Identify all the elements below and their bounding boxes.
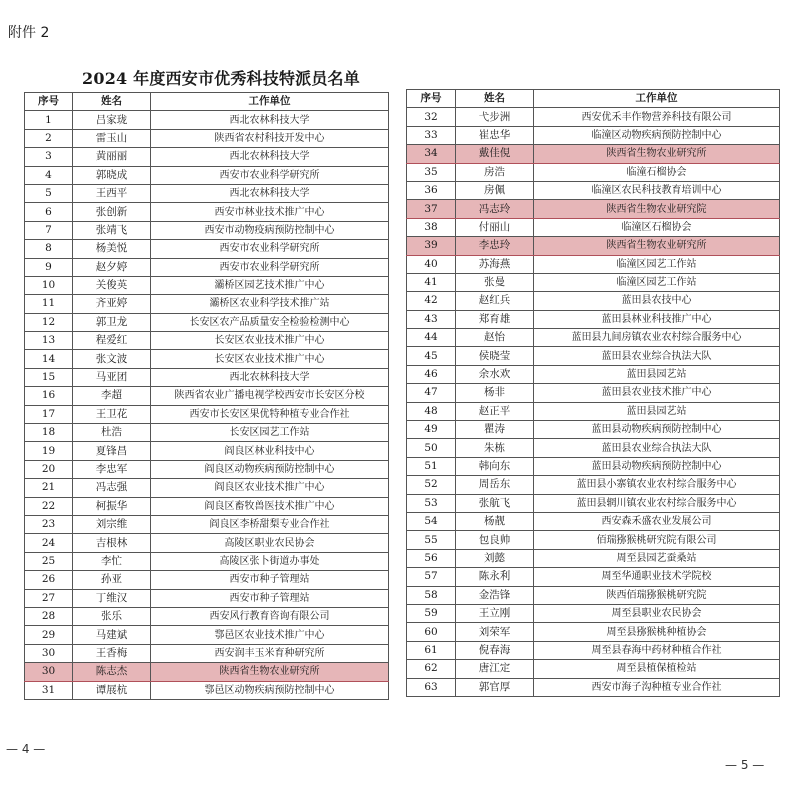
table-row [407, 273, 780, 291]
table-row-highlighted [407, 200, 780, 218]
table-row [407, 476, 780, 494]
cell-no: 40 [407, 255, 456, 273]
table-row [407, 402, 780, 420]
cell-unit: 西安市种子管理站 [151, 571, 389, 589]
page-number-right: — 5 — [725, 758, 765, 772]
table-row [407, 623, 780, 641]
cell-no: 58 [407, 586, 456, 604]
cell-name: 黄丽丽 [73, 148, 151, 166]
cell-no: 50 [407, 439, 456, 457]
cell-no: 27 [25, 589, 73, 607]
cell-name: 王卫花 [73, 405, 151, 423]
cell-no: 33 [407, 126, 456, 144]
cell-name: 马建斌 [73, 626, 151, 644]
cell-name: 李忠军 [73, 460, 151, 478]
cell-name: 倪春海 [456, 641, 534, 659]
roster-table-right [406, 89, 780, 697]
cell-unit: 西安森禾盛农业发展公司 [534, 512, 780, 530]
cell-unit: 蓝田县农业综合执法大队 [534, 439, 780, 457]
cell-name: 崔忠华 [456, 126, 534, 144]
cell-unit: 西安市动物疫病预防控制中心 [151, 221, 389, 239]
table-row [407, 255, 780, 273]
cell-unit: 西北农林科技大学 [151, 148, 389, 166]
cell-no: 35 [407, 163, 456, 181]
table-row [407, 568, 780, 586]
cell-no: 43 [407, 310, 456, 328]
cell-no: 10 [25, 276, 73, 294]
table-row [25, 460, 389, 478]
cell-name: 孙亚 [73, 571, 151, 589]
cell-name: 周岳东 [456, 476, 534, 494]
cell-no: 8 [25, 240, 73, 258]
table-row [25, 534, 389, 552]
cell-no: 24 [25, 534, 73, 552]
cell-name: 陈志杰 [73, 663, 151, 681]
cell-unit: 蓝田县九间房镇农业农村综合服务中心 [534, 329, 780, 347]
cell-name: 雷玉山 [73, 129, 151, 147]
table-row [25, 203, 389, 221]
cell-no: 12 [25, 313, 73, 331]
cell-unit: 西北农林科技大学 [151, 111, 389, 129]
cell-unit: 临潼区动物疾病预防控制中心 [534, 126, 780, 144]
cell-name: 张曼 [456, 273, 534, 291]
cell-unit: 蓝田县园艺站 [534, 402, 780, 420]
header-unit: 工作单位 [151, 93, 389, 111]
table-row [407, 660, 780, 678]
table-header-row [25, 93, 389, 111]
cell-no: 34 [407, 145, 456, 163]
cell-name: 张文波 [73, 350, 151, 368]
cell-no: 15 [25, 368, 73, 386]
table-row [25, 571, 389, 589]
cell-no: 17 [25, 405, 73, 423]
cell-no: 23 [25, 515, 73, 533]
cell-name: 刘懿 [456, 549, 534, 567]
cell-unit: 周至县园艺蚕桑站 [534, 549, 780, 567]
cell-no: 46 [407, 365, 456, 383]
table-row [25, 221, 389, 239]
cell-no: 61 [407, 641, 456, 659]
cell-name: 余水欢 [456, 365, 534, 383]
cell-name: 张创新 [73, 203, 151, 221]
cell-unit: 西安市种子管理站 [151, 589, 389, 607]
cell-name: 程爱红 [73, 332, 151, 350]
cell-name: 张靖飞 [73, 221, 151, 239]
cell-no: 31 [25, 681, 73, 699]
cell-unit: 长安区农产品质量安全检验检测中心 [151, 313, 389, 331]
cell-no: 25 [25, 552, 73, 570]
table-row [25, 111, 389, 129]
cell-unit: 西安市林业技术推广中心 [151, 203, 389, 221]
cell-no: 1 [25, 111, 73, 129]
table-row [407, 586, 780, 604]
cell-unit: 蓝田县农业综合执法大队 [534, 347, 780, 365]
cell-no: 57 [407, 568, 456, 586]
header-no: 序号 [407, 90, 456, 108]
cell-name: 李超 [73, 387, 151, 405]
cell-name: 戴佳俔 [456, 145, 534, 163]
cell-unit: 高陵区张卜街道办事处 [151, 552, 389, 570]
cell-name: 刘宗维 [73, 515, 151, 533]
table-row [407, 181, 780, 199]
cell-unit: 西安市长安区果优特种植专业合作社 [151, 405, 389, 423]
cell-name: 侯晓莹 [456, 347, 534, 365]
table-row [25, 276, 389, 294]
cell-name: 杨美悦 [73, 240, 151, 258]
cell-no: 42 [407, 292, 456, 310]
cell-name: 朱栋 [456, 439, 534, 457]
cell-unit: 高陵区职业农民协会 [151, 534, 389, 552]
cell-no: 53 [407, 494, 456, 512]
cell-no: 49 [407, 421, 456, 439]
cell-name: 金浩锋 [456, 586, 534, 604]
roster-table-left [24, 92, 389, 700]
cell-unit: 蓝田县动物疾病预防控制中心 [534, 457, 780, 475]
cell-unit: 临潼石榴协会 [534, 163, 780, 181]
table-row [25, 184, 389, 202]
cell-name: 马亚团 [73, 368, 151, 386]
cell-name: 刘荣军 [456, 623, 534, 641]
cell-unit: 西北农林科技大学 [151, 184, 389, 202]
cell-unit: 陕西省生物农业研究所 [534, 145, 780, 163]
table-row [407, 494, 780, 512]
cell-name: 王西平 [73, 184, 151, 202]
table-row [25, 313, 389, 331]
table-row [407, 347, 780, 365]
cell-name: 杨靓 [456, 512, 534, 530]
cell-no: 3 [25, 148, 73, 166]
cell-no: 7 [25, 221, 73, 239]
table-row [25, 332, 389, 350]
table-row [407, 531, 780, 549]
table-row [25, 552, 389, 570]
cell-no: 9 [25, 258, 73, 276]
cell-name: 韩向东 [456, 457, 534, 475]
cell-no: 5 [25, 184, 73, 202]
cell-no: 60 [407, 623, 456, 641]
table-row [25, 387, 389, 405]
cell-no: 37 [407, 200, 456, 218]
cell-no: 39 [407, 237, 456, 255]
cell-unit: 阎良区林业科技中心 [151, 442, 389, 460]
cell-no: 45 [407, 347, 456, 365]
table-row [407, 126, 780, 144]
cell-name: 房浩 [456, 163, 534, 181]
cell-no: 52 [407, 476, 456, 494]
cell-unit: 临潼区园艺工作站 [534, 273, 780, 291]
cell-no: 63 [407, 678, 456, 696]
annex-label: 附件 2 [8, 25, 50, 41]
table-row [25, 368, 389, 386]
cell-no: 36 [407, 181, 456, 199]
table-row [407, 678, 780, 696]
header-no: 序号 [25, 93, 73, 111]
cell-unit: 西安市农业科学研究所 [151, 240, 389, 258]
cell-no: 11 [25, 295, 73, 313]
cell-no: 4 [25, 166, 73, 184]
cell-name: 郑育雄 [456, 310, 534, 328]
cell-name: 弋步洲 [456, 108, 534, 126]
cell-name: 夏锋昌 [73, 442, 151, 460]
cell-unit: 蓝田县小寨镇农业农村综合服务中心 [534, 476, 780, 494]
cell-unit: 西安市海子沟种植专业合作社 [534, 678, 780, 696]
cell-name: 郭晓成 [73, 166, 151, 184]
table-row [25, 258, 389, 276]
cell-unit: 蓝田县林业科技推广中心 [534, 310, 780, 328]
cell-name: 李忙 [73, 552, 151, 570]
cell-no: 41 [407, 273, 456, 291]
cell-unit: 阎良区农业技术推广中心 [151, 479, 389, 497]
cell-name: 郭卫龙 [73, 313, 151, 331]
cell-name: 李忠玲 [456, 237, 534, 255]
cell-name: 丁维汉 [73, 589, 151, 607]
cell-name: 杜浩 [73, 424, 151, 442]
cell-no: 20 [25, 460, 73, 478]
table-row [25, 497, 389, 515]
table-row [25, 442, 389, 460]
table-row [407, 292, 780, 310]
table-row [407, 549, 780, 567]
cell-no: 30 [25, 663, 73, 681]
cell-no: 59 [407, 604, 456, 622]
cell-unit: 蓝田县农业技术推广中心 [534, 384, 780, 402]
table-row-highlighted [25, 663, 389, 681]
cell-no: 13 [25, 332, 73, 350]
cell-unit: 鄠邑区动物疾病预防控制中心 [151, 681, 389, 699]
table-row [407, 457, 780, 475]
cell-name: 赵夕婷 [73, 258, 151, 276]
cell-name: 齐亚婷 [73, 295, 151, 313]
cell-name: 瞿涛 [456, 421, 534, 439]
cell-no: 51 [407, 457, 456, 475]
cell-no: 32 [407, 108, 456, 126]
cell-no: 6 [25, 203, 73, 221]
table-row [25, 148, 389, 166]
cell-name: 谭展杭 [73, 681, 151, 699]
table-row [25, 626, 389, 644]
cell-unit: 西安市农业科学研究所 [151, 258, 389, 276]
table-row [407, 512, 780, 530]
cell-no: 2 [25, 129, 73, 147]
table-row [25, 681, 389, 699]
cell-unit: 西北农林科技大学 [151, 368, 389, 386]
cell-no: 56 [407, 549, 456, 567]
cell-unit: 陕西省农村科技开发中心 [151, 129, 389, 147]
page-number-left: — 4 — [6, 742, 46, 756]
cell-name: 郭官厚 [456, 678, 534, 696]
cell-name: 唐江定 [456, 660, 534, 678]
table-row [407, 384, 780, 402]
cell-name: 冯志强 [73, 479, 151, 497]
cell-unit: 阎良区李桥甜梨专业合作社 [151, 515, 389, 533]
cell-unit: 长安区农业技术推广中心 [151, 332, 389, 350]
cell-name: 包良帅 [456, 531, 534, 549]
cell-unit: 临潼区农民科技教育培训中心 [534, 181, 780, 199]
cell-no: 48 [407, 402, 456, 420]
cell-unit: 周至华通职业技术学院校 [534, 568, 780, 586]
table-header-row [407, 90, 780, 108]
cell-unit: 蓝田县园艺站 [534, 365, 780, 383]
cell-name: 房佩 [456, 181, 534, 199]
cell-no: 55 [407, 531, 456, 549]
cell-unit: 佰瑞猕猴桃研究院有限公司 [534, 531, 780, 549]
table-row [25, 166, 389, 184]
cell-no: 30 [25, 644, 73, 662]
table-row [25, 240, 389, 258]
cell-no: 62 [407, 660, 456, 678]
cell-no: 44 [407, 329, 456, 347]
header-name: 姓名 [73, 93, 151, 111]
cell-no: 28 [25, 607, 73, 625]
cell-unit: 西安风行教育咨询有限公司 [151, 607, 389, 625]
header-unit: 工作单位 [534, 90, 780, 108]
cell-unit: 西安市农业科学研究所 [151, 166, 389, 184]
cell-unit: 陕西省生物农业研究所 [534, 237, 780, 255]
table-row [25, 644, 389, 662]
cell-unit: 周至县职业农民协会 [534, 604, 780, 622]
cell-unit: 临潼区园艺工作站 [534, 255, 780, 273]
cell-unit: 周至县猕猴桃种植协会 [534, 623, 780, 641]
cell-name: 付丽山 [456, 218, 534, 236]
cell-name: 关俊英 [73, 276, 151, 294]
cell-unit: 灞桥区农业科学技术推广站 [151, 295, 389, 313]
table-row [25, 405, 389, 423]
table-row [25, 295, 389, 313]
table-row [407, 108, 780, 126]
cell-no: 19 [25, 442, 73, 460]
cell-no: 21 [25, 479, 73, 497]
page-title: 2024 年度西安市优秀科技特派员名单 [82, 69, 360, 88]
header-name: 姓名 [456, 90, 534, 108]
cell-name: 苏海燕 [456, 255, 534, 273]
cell-name: 赵怡 [456, 329, 534, 347]
table-row [407, 163, 780, 181]
cell-name: 冯志玲 [456, 200, 534, 218]
cell-name: 赵红兵 [456, 292, 534, 310]
cell-name: 王立刚 [456, 604, 534, 622]
cell-name: 柯振华 [73, 497, 151, 515]
table-row [407, 421, 780, 439]
cell-name: 张乐 [73, 607, 151, 625]
cell-unit: 陕西佰瑞猕猴桃研究院 [534, 586, 780, 604]
cell-unit: 长安区农业技术推广中心 [151, 350, 389, 368]
cell-no: 14 [25, 350, 73, 368]
table-row [25, 479, 389, 497]
cell-unit: 临潼区石榴协会 [534, 218, 780, 236]
table-row-highlighted [407, 237, 780, 255]
cell-unit: 蓝田县辋川镇农业农村综合服务中心 [534, 494, 780, 512]
table-row [25, 350, 389, 368]
table-row [407, 439, 780, 457]
cell-no: 47 [407, 384, 456, 402]
cell-unit: 蓝田县动物疾病预防控制中心 [534, 421, 780, 439]
cell-name: 吉根林 [73, 534, 151, 552]
cell-name: 赵正平 [456, 402, 534, 420]
cell-no: 29 [25, 626, 73, 644]
table-row [407, 604, 780, 622]
cell-name: 杨非 [456, 384, 534, 402]
cell-no: 16 [25, 387, 73, 405]
cell-unit: 长安区园艺工作站 [151, 424, 389, 442]
cell-unit: 周至县春海中药材种植合作社 [534, 641, 780, 659]
table-row [407, 329, 780, 347]
cell-no: 54 [407, 512, 456, 530]
table-row [25, 424, 389, 442]
table-row [25, 515, 389, 533]
cell-unit: 西安润丰玉米育种研究所 [151, 644, 389, 662]
table-row [407, 365, 780, 383]
cell-no: 18 [25, 424, 73, 442]
cell-name: 吕家珑 [73, 111, 151, 129]
table-row [407, 218, 780, 236]
table-row [25, 607, 389, 625]
table-row [25, 129, 389, 147]
cell-name: 陈永利 [456, 568, 534, 586]
cell-unit: 阎良区畜牧兽医技术推广中心 [151, 497, 389, 515]
table-row [407, 310, 780, 328]
cell-unit: 周至县植保植检站 [534, 660, 780, 678]
cell-no: 26 [25, 571, 73, 589]
cell-unit: 陕西省生物农业研究所 [151, 663, 389, 681]
table-row [25, 589, 389, 607]
cell-name: 张航飞 [456, 494, 534, 512]
table-row [407, 641, 780, 659]
cell-unit: 鄠邑区农业技术推广中心 [151, 626, 389, 644]
cell-unit: 灞桥区园艺技术推广中心 [151, 276, 389, 294]
cell-no: 38 [407, 218, 456, 236]
cell-unit: 阎良区动物疾病预防控制中心 [151, 460, 389, 478]
cell-unit: 陕西省生物农业研究院 [534, 200, 780, 218]
cell-no: 22 [25, 497, 73, 515]
cell-unit: 蓝田县农技中心 [534, 292, 780, 310]
cell-name: 王香梅 [73, 644, 151, 662]
cell-unit: 西安优禾丰作物营养科技有限公司 [534, 108, 780, 126]
cell-unit: 陕西省农业广播电视学校西安市长安区分校 [151, 387, 389, 405]
table-row-highlighted [407, 145, 780, 163]
